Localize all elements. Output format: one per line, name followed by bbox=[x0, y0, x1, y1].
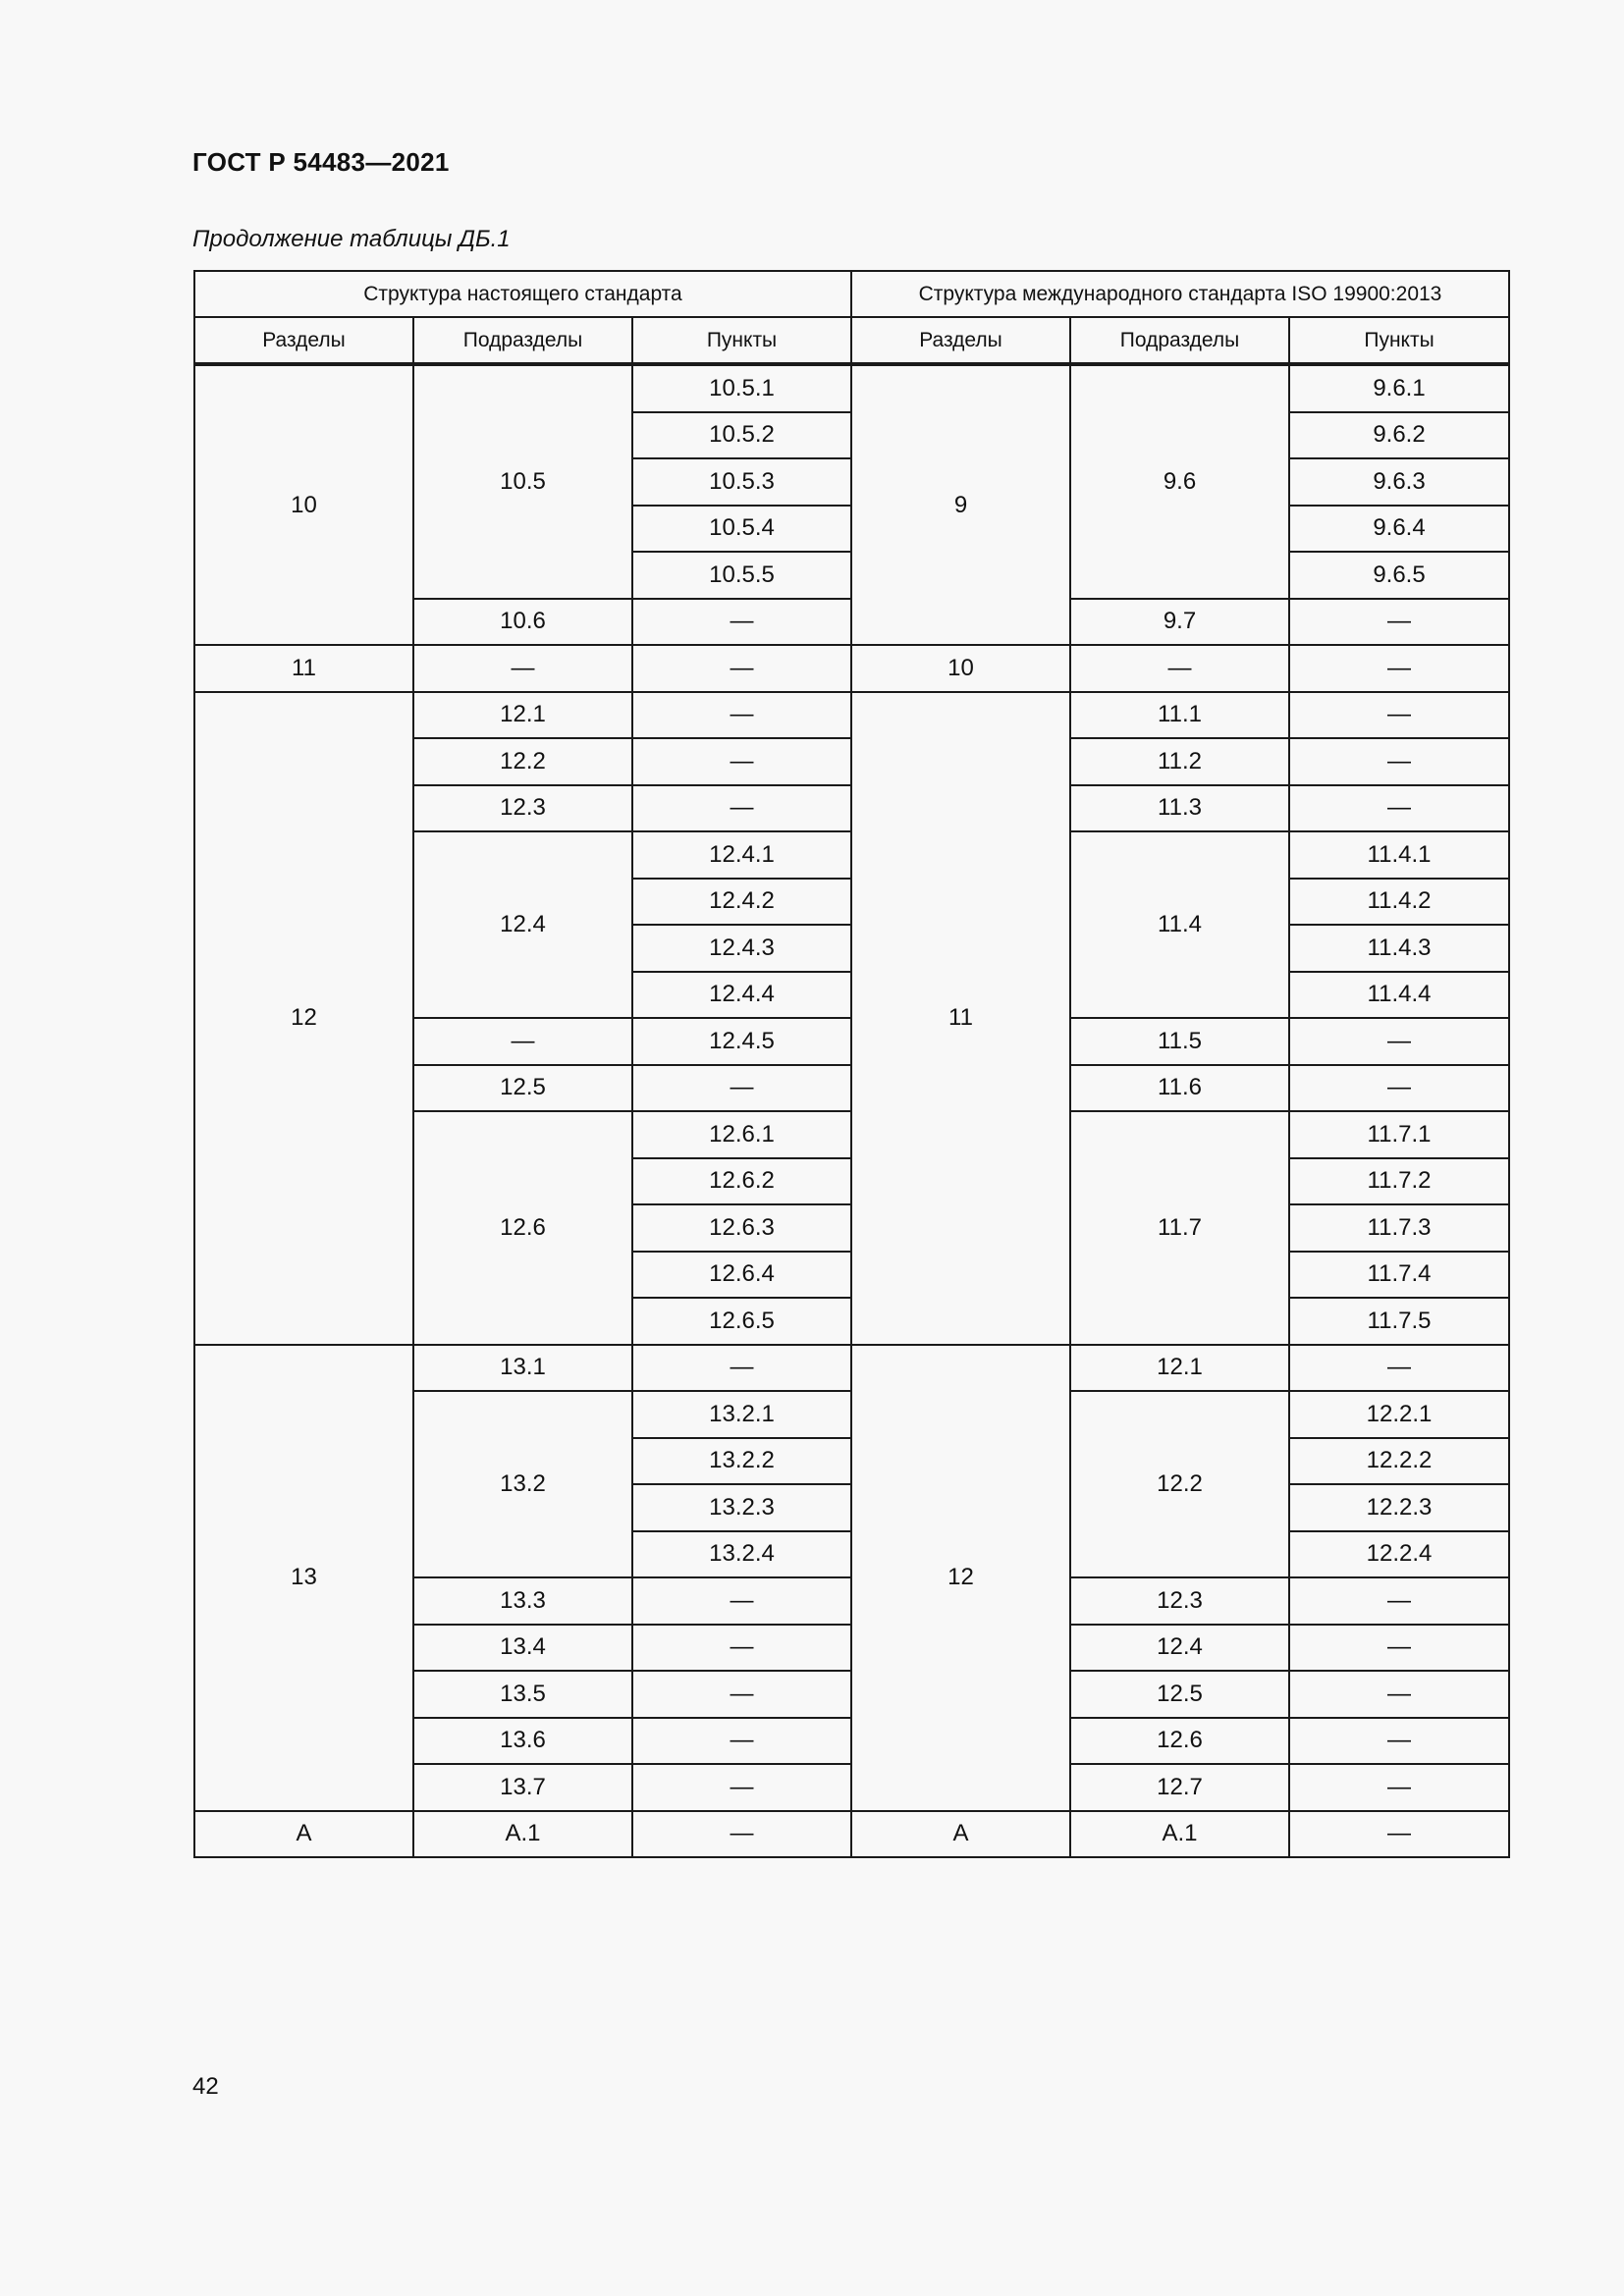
column-header: Пункты bbox=[632, 317, 851, 364]
table-cell: 9.6.2 bbox=[1289, 412, 1509, 459]
table-cell: — bbox=[632, 645, 851, 692]
table-caption: Продолжение таблицы ДБ.1 bbox=[192, 226, 511, 252]
table-cell: 11.4.4 bbox=[1289, 972, 1509, 1019]
table-cell: 12.2 bbox=[1070, 1391, 1289, 1577]
table-cell: — bbox=[1289, 1577, 1509, 1625]
table-cell: 10 bbox=[194, 364, 413, 645]
table-cell: 11.4.1 bbox=[1289, 831, 1509, 879]
table-cell: — bbox=[632, 1811, 851, 1858]
table-cell: — bbox=[1289, 599, 1509, 646]
table-cell: — bbox=[632, 1718, 851, 1765]
table-cell: 11.7.5 bbox=[1289, 1298, 1509, 1345]
table-row bbox=[194, 1345, 1509, 1392]
table-cell: 11 bbox=[194, 645, 413, 692]
table-cell: 11.7 bbox=[1070, 1111, 1289, 1345]
table-cell: 12.6.1 bbox=[632, 1111, 851, 1158]
table-cell: — bbox=[632, 785, 851, 832]
table-cell: — bbox=[1289, 1065, 1509, 1112]
table-cell: 9.6.3 bbox=[1289, 458, 1509, 506]
table-cell: А bbox=[851, 1811, 1070, 1858]
table-cell: 11.4.2 bbox=[1289, 879, 1509, 926]
table-cell: 10.6 bbox=[413, 599, 632, 646]
table-cell: 13.2.1 bbox=[632, 1391, 851, 1438]
table-cell: 12.2.1 bbox=[1289, 1391, 1509, 1438]
table-cell: — bbox=[632, 1764, 851, 1811]
column-header: Подразделы bbox=[1070, 317, 1289, 364]
table-cell: 9.6.4 bbox=[1289, 506, 1509, 553]
table-cell: 12.6 bbox=[1070, 1718, 1289, 1765]
table-cell: 12.1 bbox=[1070, 1345, 1289, 1392]
table-cell: 13.2.3 bbox=[632, 1484, 851, 1531]
table-cell: 11.7.3 bbox=[1289, 1204, 1509, 1252]
table-cell: — bbox=[632, 738, 851, 785]
table-cell: — bbox=[1289, 1764, 1509, 1811]
table-cell: 9.6.5 bbox=[1289, 552, 1509, 599]
table-cell: А bbox=[194, 1811, 413, 1858]
table-cell: — bbox=[632, 1345, 851, 1392]
table-cell: 11 bbox=[851, 692, 1070, 1345]
table-cell: — bbox=[1070, 645, 1289, 692]
table-cell: — bbox=[1289, 738, 1509, 785]
table-cell: 10 bbox=[851, 645, 1070, 692]
table-cell: 11.7.4 bbox=[1289, 1252, 1509, 1299]
table-cell: 12 bbox=[194, 692, 413, 1345]
table-cell: А.1 bbox=[1070, 1811, 1289, 1858]
group-header-current-standard: Структура настоящего стандарта bbox=[194, 271, 851, 317]
table-cell: 12.4 bbox=[1070, 1625, 1289, 1672]
group-header-international-standard: Структура международного стандарта ISO 19900:2013 bbox=[851, 271, 1509, 317]
table-cell: 12.1 bbox=[413, 692, 632, 739]
table-cell: 11.1 bbox=[1070, 692, 1289, 739]
table-cell: — bbox=[632, 1065, 851, 1112]
table-cell: — bbox=[1289, 1018, 1509, 1065]
table-cell: 13.6 bbox=[413, 1718, 632, 1765]
table-cell: 12.6.5 bbox=[632, 1298, 851, 1345]
table-cell: 12.4 bbox=[413, 831, 632, 1018]
table-cell: — bbox=[1289, 1625, 1509, 1672]
structure-comparison-table bbox=[193, 270, 1510, 1858]
table-cell: 9.7 bbox=[1070, 599, 1289, 646]
table-cell: — bbox=[632, 1671, 851, 1718]
table-cell: — bbox=[413, 645, 632, 692]
table-cell: — bbox=[1289, 1671, 1509, 1718]
table-cell: 12.2.2 bbox=[1289, 1438, 1509, 1485]
table-cell: 12.4.4 bbox=[632, 972, 851, 1019]
table-cell: — bbox=[1289, 1811, 1509, 1858]
table-cell: 12.5 bbox=[1070, 1671, 1289, 1718]
column-header: Разделы bbox=[194, 317, 413, 364]
table-cell: 13.1 bbox=[413, 1345, 632, 1392]
table-cell: 11.6 bbox=[1070, 1065, 1289, 1112]
table-cell: 13.7 bbox=[413, 1764, 632, 1811]
table-cell: — bbox=[632, 599, 851, 646]
table-cell: — bbox=[632, 1577, 851, 1625]
table-cell: 9.6.1 bbox=[1289, 364, 1509, 412]
table-cell: — bbox=[1289, 1718, 1509, 1765]
table-cell: 12.4.1 bbox=[632, 831, 851, 879]
document-header: ГОСТ Р 54483—2021 bbox=[192, 147, 450, 177]
table-column-header-row bbox=[194, 317, 1509, 364]
column-header: Пункты bbox=[1289, 317, 1509, 364]
table-cell: — bbox=[413, 1018, 632, 1065]
table-row bbox=[194, 692, 1509, 739]
column-header: Подразделы bbox=[413, 317, 632, 364]
table-cell: 12.4.5 bbox=[632, 1018, 851, 1065]
table-cell: — bbox=[1289, 645, 1509, 692]
table-cell: 12.6.4 bbox=[632, 1252, 851, 1299]
table-cell: 13.3 bbox=[413, 1577, 632, 1625]
table-cell: 10.5.1 bbox=[632, 364, 851, 412]
table-cell: 12.6.3 bbox=[632, 1204, 851, 1252]
table-cell: — bbox=[1289, 785, 1509, 832]
table-cell: — bbox=[632, 1625, 851, 1672]
table-cell: 10.5.3 bbox=[632, 458, 851, 506]
table-cell: 11.7.1 bbox=[1289, 1111, 1509, 1158]
table-row bbox=[194, 364, 1509, 412]
table-cell: 12.4.3 bbox=[632, 925, 851, 972]
table-cell: 12.6 bbox=[413, 1111, 632, 1345]
table-group-header-row bbox=[194, 271, 1509, 317]
table-cell: 12.4.2 bbox=[632, 879, 851, 926]
table-cell: 13.2 bbox=[413, 1391, 632, 1577]
table-cell: — bbox=[1289, 1345, 1509, 1392]
table-cell: 13.2.4 bbox=[632, 1531, 851, 1578]
table-cell: 12.2.3 bbox=[1289, 1484, 1509, 1531]
table-cell: 11.4 bbox=[1070, 831, 1289, 1018]
table-cell: 10.5.5 bbox=[632, 552, 851, 599]
table-cell: 10.5 bbox=[413, 364, 632, 599]
table-cell: 11.2 bbox=[1070, 738, 1289, 785]
table-cell: 11.4.3 bbox=[1289, 925, 1509, 972]
table-cell: 12.3 bbox=[413, 785, 632, 832]
table-cell: 12.5 bbox=[413, 1065, 632, 1112]
table-cell: 10.5.2 bbox=[632, 412, 851, 459]
table-cell: — bbox=[632, 692, 851, 739]
table-cell: — bbox=[1289, 692, 1509, 739]
table-cell: 13.2.2 bbox=[632, 1438, 851, 1485]
page-number: 42 bbox=[192, 2073, 219, 2100]
table-cell: 9.6 bbox=[1070, 364, 1289, 599]
table-cell: 13 bbox=[194, 1345, 413, 1811]
table-cell: 12.3 bbox=[1070, 1577, 1289, 1625]
table-row bbox=[194, 645, 1509, 692]
table-cell: 13.4 bbox=[413, 1625, 632, 1672]
table-cell: 12 bbox=[851, 1345, 1070, 1811]
table-cell: 10.5.4 bbox=[632, 506, 851, 553]
table-cell: 12.7 bbox=[1070, 1764, 1289, 1811]
table-cell: 11.7.2 bbox=[1289, 1158, 1509, 1205]
table-cell: А.1 bbox=[413, 1811, 632, 1858]
table-cell: 12.2 bbox=[413, 738, 632, 785]
column-header: Разделы bbox=[851, 317, 1070, 364]
table-cell: 11.3 bbox=[1070, 785, 1289, 832]
table-cell: 12.6.2 bbox=[632, 1158, 851, 1205]
table-cell: 13.5 bbox=[413, 1671, 632, 1718]
table-cell: 11.5 bbox=[1070, 1018, 1289, 1065]
table-cell: 12.2.4 bbox=[1289, 1531, 1509, 1578]
table-cell: 9 bbox=[851, 364, 1070, 645]
table-row bbox=[194, 1811, 1509, 1858]
